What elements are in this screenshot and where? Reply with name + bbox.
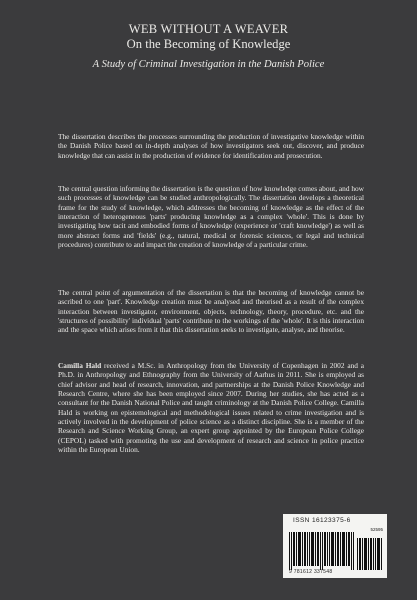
book-tagline: A Study of Criminal Investigation in the Danish Police (92, 59, 325, 70)
paragraph-text: The central question informing the dissertation is the question of how knowledge comes about, and how such processes of knowledge can be studied anthropologically. The dissertation develops a theoretical frame for the study of knowledge, which addresses the becoming of knowledge as the effect of the interaction of heterogeneous 'parts' producing knowledge as a complex 'whole'. This is done by investigating how tacit and embodied forms of knowledge (experience or 'craft knowledge') as well as more abstract forms and 'fields' (e.g., natural, medical or forensic sciences, or legal and technical procedures) contribute to and impact the creation of knowledge of a particular crime. (58, 184, 364, 250)
barcode-addon-digits: 52595 (370, 527, 383, 532)
book-subtitle: On the Becoming of Knowledge (126, 37, 291, 51)
author-bio (58, 361, 364, 454)
barcode (283, 514, 387, 578)
barcode-digits: 9 781612 337548 (289, 569, 333, 575)
description-paragraph-1 (58, 132, 364, 160)
paragraph-text: The dissertation describes the processes surrounding the production of investigative knowledge within the Danish Police based on in-depth analyses of how investigators seek out, discover, and produce knowledge that can assist in the production of evidence for identification and prosecution. (58, 132, 364, 160)
author-bio-body: received a M.Sc. in Anthropology from the University of Copenhagen in 2002 and a Ph.D. in Anthropology and Ethnography from the University of Aarhus in 2011. She is employed as chief advisor and head of research, innovation, and partnerships at the Danish Police Knowledge and Research Centre, where she has been employed since 2007. During her studies, she has acted as a consultant for the Danish National Police and taught criminology at the Danish Police College. Camilla Hald is working on epistemological and methodological issues related to crime investigation and is actively involved in the development of police science as a distinct discipline. She is a member of the Research and Science Working Group, an expert group appointed by the European Police College (CEPOL) tasked with promoting the use and development of research and science in police practice within the European Union. (58, 361, 364, 455)
barcode-bars-icon (289, 532, 355, 570)
cover-header (0, 22, 417, 71)
description-paragraph-2 (58, 184, 364, 249)
barcode-addon-bars-icon (357, 532, 383, 570)
author-name: Camilla Hald (58, 361, 102, 370)
description-paragraph-3 (58, 288, 364, 335)
book-title: WEB WITHOUT A WEAVER (128, 22, 289, 36)
issn-label: ISSN 16123375-6 (293, 517, 351, 524)
paragraph-text: The central point of argumentation of the dissertation is that the becoming of knowledge cannot be ascribed to one 'part'. Knowledge creation must be analysed and theorised as a result of the complex interaction between investigator, environment, objects, technology, theory, procedure, etc. and the 'structures of possibility' individual 'parts' contribute to the workings of the 'whole'. It is this interaction and the space which arises from it that this dissertation seeks to investigate, analyse, and theorise. (58, 288, 364, 335)
author-bio-text (58, 361, 364, 454)
